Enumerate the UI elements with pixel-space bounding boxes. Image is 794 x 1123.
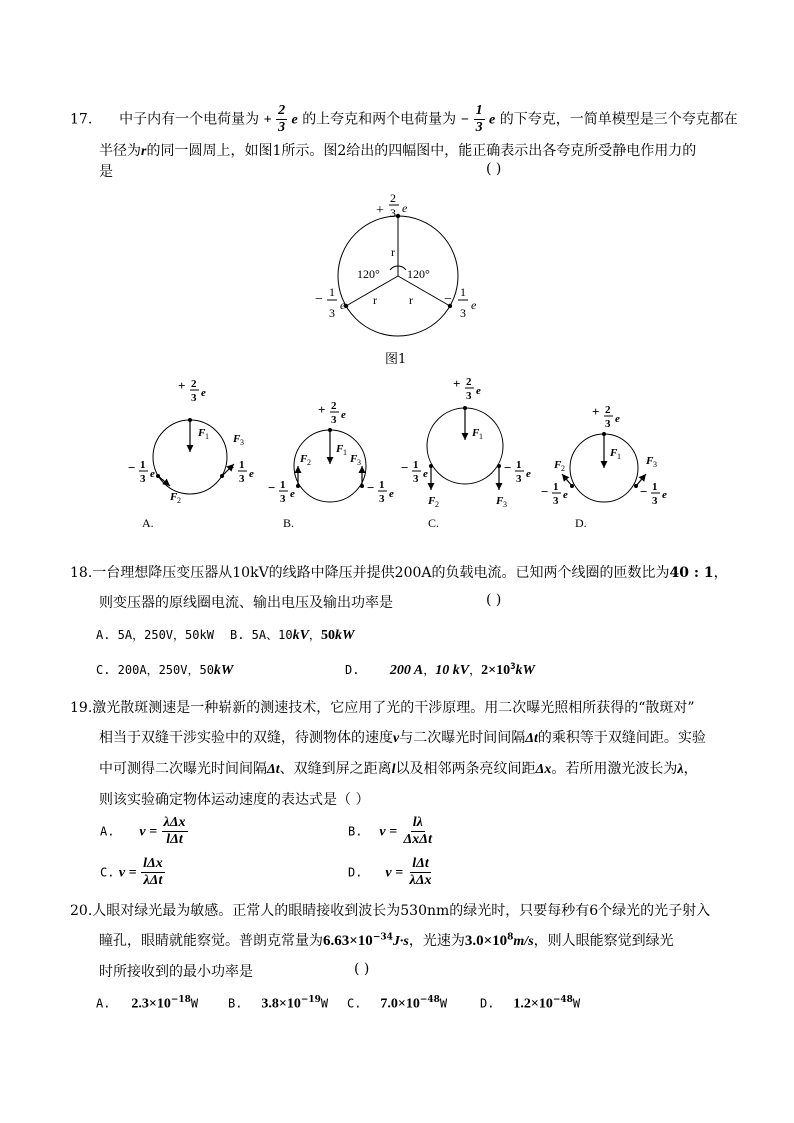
svg-text:1: 1 bbox=[479, 432, 483, 441]
fig1-r-left: r bbox=[373, 293, 377, 307]
svg-text:F: F bbox=[350, 453, 358, 465]
figure-2 bbox=[120, 372, 680, 532]
q18-option-a: A. 5A，250V，50kW bbox=[96, 628, 214, 642]
svg-text:3: 3 bbox=[413, 473, 419, 485]
q18-option-d: D. 200 A，10 kV，$2\times 10^3kW$ bbox=[345, 662, 535, 678]
q20-option-c: C. $7.0\times 10^{-48}W$ bbox=[347, 995, 448, 1012]
option-c-label: C. bbox=[428, 516, 440, 530]
q19-line3: 中可测得二次曝光时间间隔Δt、双缝到屏之距离l以及相邻两条亮纹间距Δx。若所用激光波长为λ， bbox=[99, 761, 698, 777]
q17-line3: 是 bbox=[99, 164, 113, 180]
svg-text:+: + bbox=[592, 404, 600, 419]
fig1-left-sign: − bbox=[315, 292, 323, 307]
svg-text:3: 3 bbox=[357, 458, 361, 467]
svg-text:2: 2 bbox=[435, 500, 439, 509]
q20-answer-bracket: ( ) bbox=[354, 961, 370, 977]
svg-text:F: F bbox=[336, 443, 344, 455]
svg-text:+: + bbox=[318, 402, 326, 417]
svg-text:e: e bbox=[249, 468, 254, 480]
svg-text:F: F bbox=[300, 453, 308, 465]
svg-text:2: 2 bbox=[307, 458, 311, 467]
svg-text:F: F bbox=[646, 455, 654, 467]
svg-text:F: F bbox=[170, 491, 178, 503]
q17-text-b: 的上夸克和两个电荷量为 bbox=[302, 111, 457, 128]
fig1-r-right: r bbox=[409, 293, 413, 307]
svg-text:1: 1 bbox=[553, 481, 559, 493]
svg-text:1: 1 bbox=[379, 479, 385, 491]
svg-text:2: 2 bbox=[561, 464, 565, 473]
svg-text:2: 2 bbox=[390, 192, 396, 205]
q17-up-charge-fraction: $\frac{2}{3}$ bbox=[278, 103, 286, 135]
q17-down-charge-fraction: $\frac{1}{3}$ bbox=[475, 103, 483, 135]
svg-text:1: 1 bbox=[617, 452, 621, 461]
svg-text:−: − bbox=[541, 484, 549, 499]
svg-text:3: 3 bbox=[653, 460, 657, 469]
svg-text:F: F bbox=[233, 433, 241, 445]
svg-text:−: − bbox=[227, 460, 235, 475]
svg-text:3: 3 bbox=[379, 493, 385, 505]
svg-text:3: 3 bbox=[553, 495, 559, 507]
q17-number: 17. bbox=[70, 111, 93, 128]
svg-text:3: 3 bbox=[390, 206, 396, 220]
q19-line4: 则该实验确定物体运动速度的表达式是（ ） bbox=[99, 792, 370, 808]
q19-option-b: B. v = $\frac{l\lambda}{\text{ΔxΔt}}$ bbox=[348, 815, 432, 847]
svg-text:2: 2 bbox=[177, 496, 181, 505]
svg-text:e: e bbox=[471, 298, 477, 312]
svg-text:+: + bbox=[453, 376, 461, 391]
q18-option-c: C. 200A，250V，50kW bbox=[96, 663, 234, 678]
svg-text:−: − bbox=[401, 460, 409, 475]
svg-text:3: 3 bbox=[191, 392, 197, 404]
svg-text:3: 3 bbox=[329, 306, 335, 320]
svg-text:F: F bbox=[554, 459, 562, 471]
fig1-right-sign: − bbox=[444, 292, 452, 307]
svg-text:e: e bbox=[526, 468, 531, 480]
svg-text:2: 2 bbox=[191, 378, 197, 390]
svg-text:F: F bbox=[610, 447, 618, 459]
q19-option-c: C. v = $\frac{\text{lΔx}}{\text{λΔt}}$ bbox=[100, 856, 163, 888]
svg-text:e: e bbox=[402, 201, 408, 215]
svg-text:e: e bbox=[563, 489, 568, 501]
svg-text:3: 3 bbox=[240, 438, 244, 447]
option-d-label: D. bbox=[575, 516, 587, 530]
svg-text:1: 1 bbox=[329, 285, 335, 299]
svg-text:2: 2 bbox=[466, 376, 472, 388]
svg-text:2: 2 bbox=[331, 400, 337, 412]
svg-text:−: − bbox=[640, 484, 648, 499]
option-a-diagram bbox=[128, 378, 254, 505]
option-a-label: A. bbox=[142, 516, 154, 530]
svg-text:1: 1 bbox=[460, 285, 466, 299]
svg-text:3: 3 bbox=[460, 306, 466, 320]
option-b-diagram bbox=[268, 400, 394, 505]
svg-text:1: 1 bbox=[343, 448, 347, 457]
svg-text:1: 1 bbox=[205, 432, 209, 441]
q17-answer-bracket: ( ) bbox=[486, 161, 502, 177]
svg-text:2: 2 bbox=[605, 404, 611, 416]
svg-text:−: − bbox=[504, 460, 512, 475]
svg-text:1: 1 bbox=[140, 459, 146, 471]
svg-text:1: 1 bbox=[413, 459, 419, 471]
q19-line2: 相当于双缝干涉实验中的双缝，待测物体的速度v与二次曝光时间间隔Δt的乘积等于双缝间距。实验 bbox=[99, 730, 706, 746]
svg-text:3: 3 bbox=[516, 473, 522, 485]
q19-option-a: A. v = $\frac{\text{λΔx}}{\text{lΔt}}$ bbox=[100, 815, 186, 847]
svg-text:−: − bbox=[128, 460, 136, 475]
fig1-angle-left: 120° bbox=[357, 267, 380, 281]
q19-option-d: D. v = $\frac{\text{lΔt}}{\text{λΔx}}$ bbox=[348, 856, 432, 888]
svg-text:e: e bbox=[662, 489, 667, 501]
q17-text-c: 的下夸克，一简单模型是三个夸克都在 bbox=[499, 111, 738, 128]
svg-text:F: F bbox=[472, 427, 480, 439]
svg-text:3: 3 bbox=[280, 493, 286, 505]
svg-text:e: e bbox=[423, 468, 428, 480]
svg-text:3: 3 bbox=[140, 473, 146, 485]
option-c-diagram bbox=[401, 376, 531, 509]
svg-text:−: − bbox=[268, 480, 276, 495]
svg-text:e: e bbox=[340, 298, 346, 312]
svg-text:e: e bbox=[150, 468, 155, 480]
fig1-angle-right: 120° bbox=[407, 267, 430, 281]
q19-line1: 19.激光散斑测速是一种崭新的测速技术，它应用了光的干涉原理。用二次曝光照相所获得的“散斑对” bbox=[70, 700, 695, 716]
svg-text:3: 3 bbox=[503, 500, 507, 509]
q20-line2: 瞳孔，眼睛就能察觉。普朗克常量为$6.63\times 10^{-34}J\cdot s$，光速为$3.0\times 10^8m/s$，则人眼能察觉到绿光 bbox=[99, 932, 674, 949]
svg-text:1: 1 bbox=[280, 479, 286, 491]
svg-text:3: 3 bbox=[652, 495, 658, 507]
q17-line1: 17. 中子内有一个电荷量为 + $\frac{2}{3}$ e 的上夸克和两个电荷量为 − $\frac{1}{3}$ e 的下夸克，一简单模型是三个夸克都在 bbox=[70, 103, 738, 135]
fig1-top-sign: + bbox=[376, 203, 384, 218]
q18-answer-bracket: ( ) bbox=[486, 592, 502, 608]
svg-text:3: 3 bbox=[239, 473, 245, 485]
option-b-label: B. bbox=[283, 516, 295, 530]
svg-text:F: F bbox=[198, 427, 206, 439]
svg-text:e: e bbox=[476, 385, 481, 397]
q17-line2: 半径为r的同一圆周上，如图1所示。图2给出的四幅图中，能正确表示出各夸克所受静电作用力的 bbox=[99, 143, 697, 159]
fig1-caption: 图1 bbox=[385, 352, 407, 367]
svg-text:1: 1 bbox=[516, 459, 522, 471]
q18-line2: 则变压器的原线圈电流、输出电压及输出功率是 bbox=[99, 595, 393, 611]
svg-text:3: 3 bbox=[466, 390, 472, 402]
svg-text:e: e bbox=[341, 409, 346, 421]
fig1-r-top: r bbox=[391, 245, 395, 259]
q20-option-b: B. $3.8\times 10^{-19}W$ bbox=[228, 995, 329, 1012]
svg-text:1: 1 bbox=[239, 459, 245, 471]
q20-line1: 20.人眼对绿光最为敏感。正常人的眼睛接收到波长为530nm的绿光时，只要每秒有6个绿光的光子射入 bbox=[70, 903, 711, 919]
svg-text:F: F bbox=[428, 495, 436, 507]
figure-1 bbox=[310, 192, 490, 342]
svg-text:e: e bbox=[201, 387, 206, 399]
svg-text:−: − bbox=[367, 480, 375, 495]
q18-line1: 18.一台理想降压变压器从10kV的线路中降压并提供200A的负载电流。已知两个线圈的匝数比为40 : 1， bbox=[70, 565, 728, 581]
svg-text:e: e bbox=[389, 488, 394, 500]
svg-text:3: 3 bbox=[605, 418, 611, 430]
svg-text:e: e bbox=[290, 488, 295, 500]
q18-option-b: B. 5A、10kV，50kW bbox=[230, 628, 355, 643]
svg-text:3: 3 bbox=[331, 414, 337, 426]
svg-text:+: + bbox=[178, 378, 186, 393]
svg-text:F: F bbox=[496, 495, 504, 507]
svg-text:e: e bbox=[615, 413, 620, 425]
q20-line3: 时所接收到的最小功率是 bbox=[99, 964, 253, 980]
option-d-diagram bbox=[541, 404, 667, 507]
svg-text:1: 1 bbox=[652, 481, 658, 493]
q20-option-a: A. $2.3\times 10^{-18}W$ bbox=[96, 995, 199, 1012]
q20-option-d: D. $1.2\times 10^{-48}W$ bbox=[480, 995, 581, 1012]
q17-text-a: 中子内有一个电荷量为 bbox=[119, 111, 260, 128]
